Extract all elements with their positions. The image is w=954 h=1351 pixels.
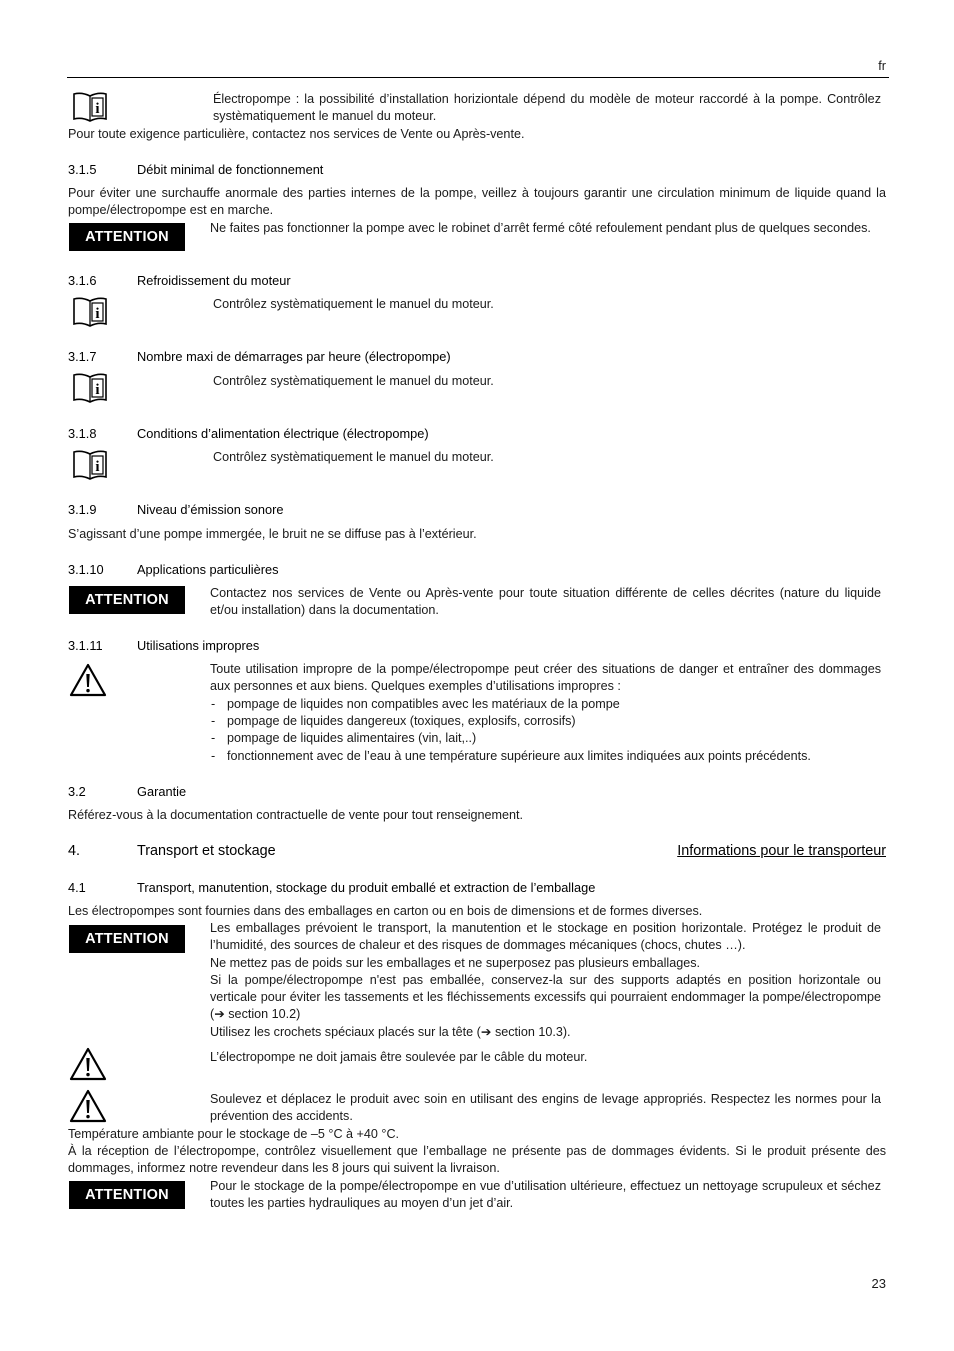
intro-paragraph: Pour toute exigence particulière, contactez nos services de Vente ou Après-vente. xyxy=(68,127,525,141)
svg-text:i: i xyxy=(95,101,100,117)
section-heading-3-1-8: 3.1.8 Conditions d’alimentation électrique (électropompe) xyxy=(68,426,429,441)
section-heading-3-1-6: 3.1.6 Refroidissement du moteur xyxy=(68,273,291,288)
section-3-1-9-paragraph: S’agissant d’une pompe immergée, le bruit ne se diffuse pas à l’extérieur. xyxy=(68,527,477,541)
section-heading-3-1-5: 3.1.5 Débit minimal de fonctionnement xyxy=(68,162,324,177)
section-heading-3-2: 3.2 Garantie xyxy=(68,784,187,799)
attention-badge: ATTENTION xyxy=(69,925,185,953)
section-3-2-paragraph: Référez-vous à la documentation contractuelle de vente pour tout renseignement. xyxy=(68,808,524,822)
manual-info-icon xyxy=(72,372,108,404)
note-text: Contrôlez systèmatiquement le manuel du moteur. xyxy=(213,450,494,464)
attention-text: Si la pompe/électropompe n'est pas emballée, conservez-la sur des supports adaptés en position horizontale ou verticale pour éviter les tassements et les fléchissements excessifs qui pourraient endommager la pompe/électropompe (➔ section 10.2) xyxy=(210,973,881,1022)
arrow-icon: ➔ xyxy=(214,1007,225,1022)
warning-text: L’électropompe ne doit jamais être soulevée par le câble du moteur. xyxy=(210,1050,588,1064)
section-heading-3-1-9: 3.1.9 Niveau d’émission sonore xyxy=(68,502,284,517)
list-item: - pompage de liquides dangereux (toxiques, explosifs, corrosifs) xyxy=(210,713,811,730)
note-text: Contrôlez systèmatiquement le manuel du moteur. xyxy=(213,297,494,311)
manual-info-icon xyxy=(72,449,108,481)
section-heading-3-1-11: 3.1.11 Utilisations impropres xyxy=(68,638,260,653)
section-heading-4-1: 4.1 Transport, manutention, stockage du produit emballé et extraction de l’emballage xyxy=(68,880,596,895)
manual-info-icon xyxy=(72,296,108,328)
attention-text: Les emballages prévoient le transport, la manutention et le stockage en position horizontale. Protégez le produit de l’humidité, des sources de chaleur et des risques de dommages mécaniques (chocs, chutes …). xyxy=(210,921,881,953)
section-heading-3-1-7: 3.1.7 Nombre maxi de démarrages par heure (électropompe) xyxy=(68,349,451,364)
carrier-info-heading: Informations pour le transporteur xyxy=(677,843,886,859)
warning-triangle-icon xyxy=(69,1089,107,1123)
chapter-heading-4: 4. Transport et stockage xyxy=(68,843,276,859)
attention-badge: ATTENTION xyxy=(69,223,185,251)
attention-text: Pour le stockage de la pompe/électropompe en vue d’utilisation ultérieure, effectuez un nettoyage scrupuleux et séchez toutes les parties hydrauliques au moyen d’un jet d’air. xyxy=(210,1179,881,1211)
attention-text: Ne faites pas fonctionner la pompe avec le robinet d’arrêt fermé côté refoulement pendant plus de quelques secondes. xyxy=(210,221,871,235)
attention-badge: ATTENTION xyxy=(69,1181,185,1209)
page-number: 23 xyxy=(871,1276,886,1291)
svg-text:i: i xyxy=(95,459,100,475)
attention-text: Utilisez les crochets spéciaux placés sur la tête (➔ section 10.3). xyxy=(210,1025,571,1039)
warning-triangle-icon xyxy=(69,663,107,697)
attention-badge: ATTENTION xyxy=(69,586,185,614)
note-text: Contrôlez systèmatiquement le manuel du moteur. xyxy=(213,374,494,388)
section-4-1-paragraph: Les électropompes sont fournies dans des emballages en carton ou en bois de dimensions et de formes diverses. xyxy=(68,904,703,918)
storage-temperature: Température ambiante pour le stockage de –5 °C à +40 °C. xyxy=(68,1127,400,1141)
svg-text:i: i xyxy=(95,382,100,398)
svg-text:i: i xyxy=(95,306,100,322)
misuse-list xyxy=(210,696,811,765)
warning-text: Soulevez et déplacez le produit avec soin en utilisant des engins de levage appropriés. Respectez les normes pour la prévention des accidents. xyxy=(210,1092,881,1124)
language-code: fr xyxy=(878,59,886,73)
header-rule xyxy=(67,77,889,78)
arrow-icon: ➔ xyxy=(480,1025,492,1039)
manual-info-icon xyxy=(72,91,108,123)
list-item: - pompage de liquides alimentaires (vin, lait,..) xyxy=(210,730,811,747)
section-heading-3-1-10: 3.1.10 Applications particulières xyxy=(68,562,279,577)
intro-note-text: Électropompe : la possibilité d’installation horiziontale dépend du modèle de moteur raccordé à la pompe. Contrôlez systèmatiquement le manuel du moteur. xyxy=(213,92,881,124)
list-item: - fonctionnement avec de l’eau à une température supérieure aux limites indiquées aux points précédents. xyxy=(210,748,811,765)
section-3-1-5-paragraph: Pour éviter une surchauffe anormale des parties internes de la pompe, veillez à toujours garantir une circulation minimum de liquide quand la pompe/électropompe est en marche. xyxy=(68,186,886,218)
reception-paragraph: À la réception de l’électropompe, contrôlez visuellement que l’emballage ne présente pas de dommages évidents. Si le produit présente des dommages, informez notre revendeur dans les 8 jours qui suivent la livraison. xyxy=(68,1144,886,1176)
attention-text: Ne mettez pas de poids sur les emballages et ne superposez pas plusieurs emballages. xyxy=(210,956,701,970)
attention-text: Contactez nos services de Vente ou Après-vente pour toute situation différente de celles décrites (nature du liquide et/ou installation) dans la documentation. xyxy=(210,586,881,618)
warning-triangle-icon xyxy=(69,1047,107,1081)
list-item: - pompage de liquides non compatibles avec les matériaux de la pompe xyxy=(210,696,811,713)
warning-text: Toute utilisation impropre de la pompe/électropompe peut créer des situations de danger et entraîner des dommages aux personnes et aux biens. Quelques exemples d’utilisations impropres : xyxy=(210,662,881,694)
